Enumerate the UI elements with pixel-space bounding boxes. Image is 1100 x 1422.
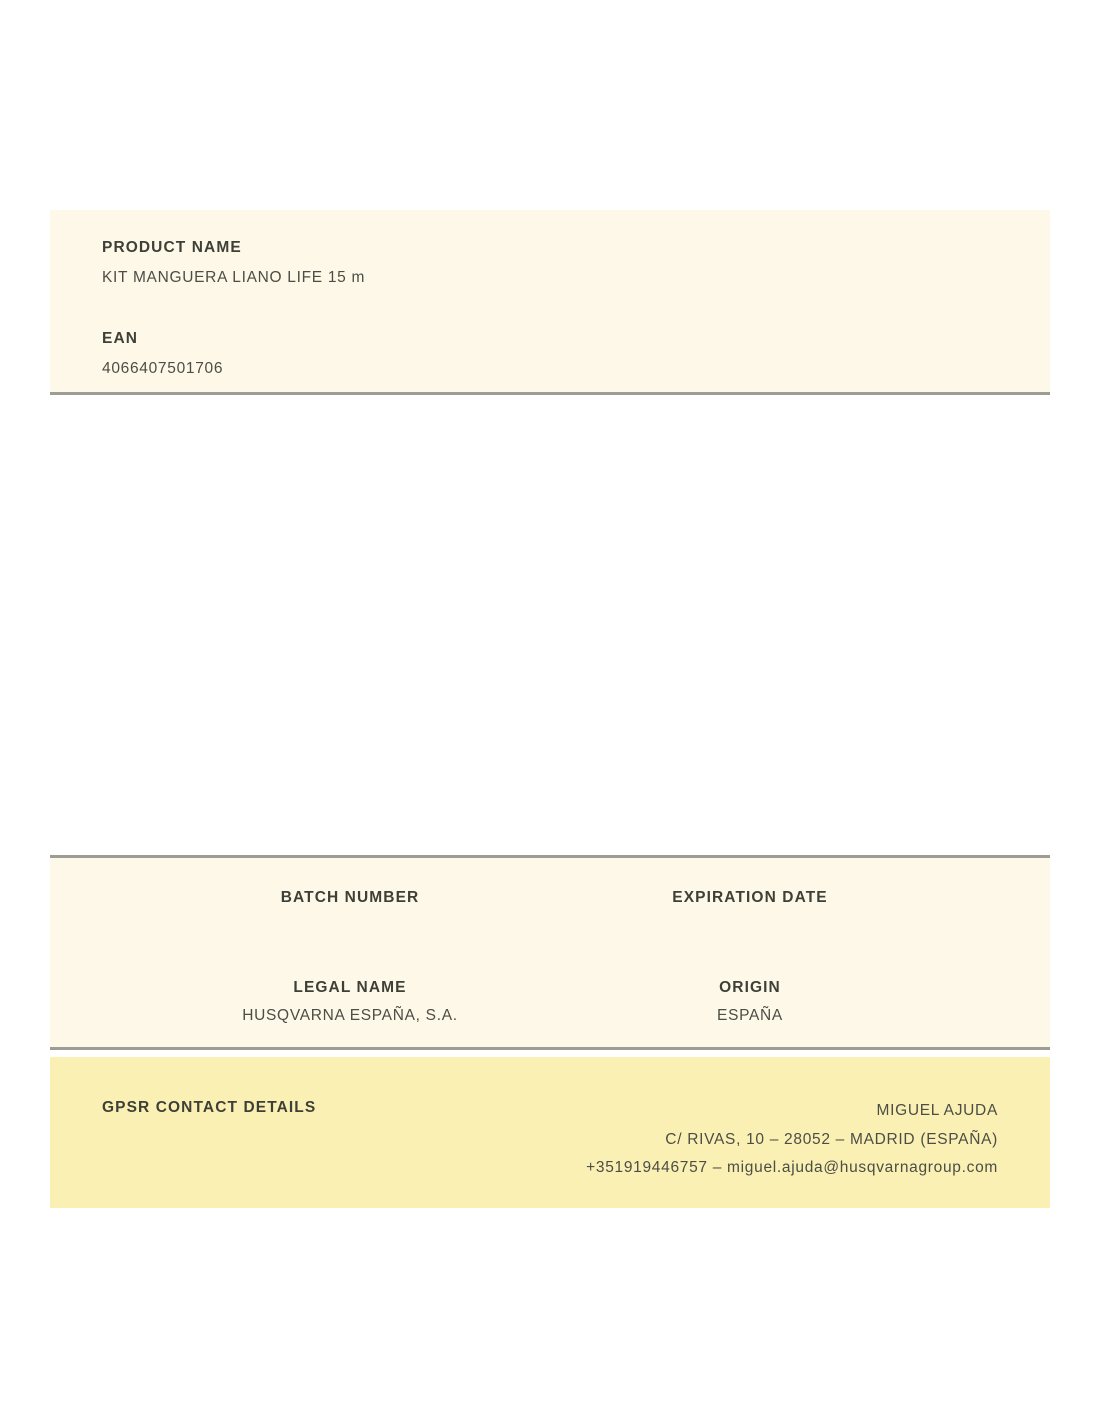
expiration-date-label: EXPIRATION DATE (672, 889, 828, 906)
batch-number-field (150, 887, 550, 915)
gpsr-contact-block (586, 1097, 998, 1183)
legal-name-label: LEGAL NAME (293, 979, 407, 996)
origin-label: ORIGIN (719, 979, 781, 996)
gpsr-contact-title: GPSR CONTACT DETAILS (102, 1099, 317, 1116)
gpsr-contact-phone-email: +351919446757 – miguel.ajuda@husqvarnagroup.com (586, 1159, 998, 1176)
batch-number-label: BATCH NUMBER (280, 889, 420, 906)
origin-value: ESPAÑA (717, 1007, 783, 1024)
ean-value: 4066407501706 (102, 360, 224, 377)
gpsr-contact-card (50, 1057, 1050, 1208)
legal-name-field (150, 977, 550, 1026)
product-name-label: PRODUCT NAME (102, 239, 242, 256)
batch-origin-card (50, 855, 1050, 1050)
gpsr-contact-name: MIGUEL AJUDA (876, 1102, 998, 1119)
product-info-card (50, 210, 1050, 395)
origin-field (550, 977, 950, 1026)
expiration-date-field (550, 887, 950, 915)
product-name-value: KIT MANGUERA LIANO LIFE 15 m (102, 269, 366, 286)
batch-expiration-row (150, 887, 950, 915)
legal-origin-row (150, 977, 950, 1026)
ean-label: EAN (102, 330, 139, 347)
legal-name-value: HUSQVARNA ESPAÑA, S.A. (242, 1007, 458, 1024)
gpsr-contact-address: C/ RIVAS, 10 – 28052 – MADRID (ESPAÑA) (665, 1130, 998, 1148)
